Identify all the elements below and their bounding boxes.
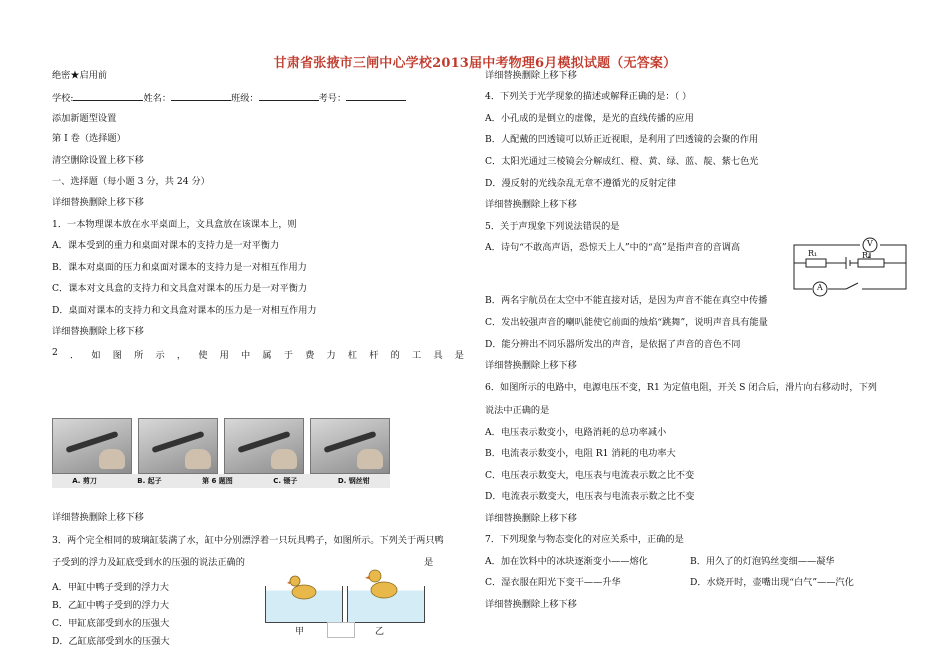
q3-option-b: B．乙缸中鸭子受到的浮力大 [52,600,170,611]
q7-option-b: B．用久了的灯泡钨丝变细——凝华 [690,556,835,567]
q4-option-c: C．太阳光通过三棱镜会分解成红、橙、黄、绿、蓝、靛、紫七色光 [485,156,759,167]
q6-option-b: B．电流表示数变小，电阻 R1 消耗的电功率大 [485,448,676,459]
part-one-heading: 第 I 卷（选择题） [52,133,126,144]
q2-stem-char: 具 [433,350,443,361]
q6-option-a: A．电压表示数变小，电路消耗的总功率减小 [485,427,667,438]
voltmeter-label: V [867,239,873,248]
q7-option-a: A．加在饮料中的冰块逐渐变小——熔化 [485,556,648,567]
q3-stem-end: 是 [424,557,434,568]
q6-option-d: D．电流表示数变大，电压表与电流表示数之比不变 [485,491,695,502]
exam-no-label: 考号： [318,93,347,104]
school-field[interactable] [73,91,143,101]
q2-stem-char: 如 [91,350,101,361]
q4-option-d: D．漫反射的光线杂乱无章不遵循光的反射定律 [485,178,677,189]
caption-tweezers: C. 镊子 [273,477,298,485]
q2-stem-char: 杠 [347,350,358,361]
r1-resistor [806,259,826,267]
tank-a-label: 甲 [295,627,305,637]
q3-option-a: A．甲缸中鸭子受到的浮力大 [52,582,169,593]
q6-option-c: C．电压表示数变大，电压表与电流表示数之比不变 [485,470,695,481]
r2-label: R₂ [862,251,872,260]
q2-stem-char: 所 [134,350,144,361]
q2-stem-char: 费 [305,350,315,361]
tank-divider-box [327,622,355,638]
detail-controls[interactable]: 详细替换删除上移下移 [52,512,144,523]
q7-option-c: C．湿衣服在阳光下变干——升华 [485,577,621,588]
caption-scissors: A. 剪刀 [72,477,97,485]
q2-stem-char: 图 [112,350,122,361]
name-field[interactable] [171,91,231,101]
q3-stem-line2: 子受到的浮力及缸底受到水的压强的说法正确的 [52,557,245,568]
tank-b-label: 乙 [375,627,385,637]
q2-stem [52,347,464,361]
q2-stem-char: 使 [198,350,208,361]
q2-stem-char: 力 [326,350,336,361]
detail-controls[interactable]: 详细替换删除上移下移 [485,199,577,210]
add-question-type[interactable]: 添加新题型设置 [52,113,117,124]
name-label: 姓名： [143,93,172,104]
hand-icon [357,449,383,469]
hand-icon [99,449,125,469]
caption-opener: B. 起子 [137,477,162,485]
q2-stem-char: 属 [262,350,272,361]
q2-stem-char: 中 [241,350,251,361]
q3-option-c: C．甲缸底部受到水的压强大 [52,618,170,629]
detail-controls[interactable]: 详细替换删除上移下移 [485,599,577,610]
detail-controls[interactable]: 详细替换删除上移下移 [52,197,144,208]
q1-option-a: A．课本受到的重力和桌面对课本的支持力是一对平衡力 [52,240,280,251]
detail-controls[interactable]: 详细替换删除上移下移 [485,70,577,81]
q2-stem-char: 2 [52,347,58,358]
q4-option-a: A．小孔成的是倒立的虚像，是光的直线传播的应用 [485,113,694,124]
q7-option-d: D．水烧开时，壶嘴出现“白气”——汽化 [690,577,854,588]
q6-stem-line1: 6．如图所示的电路中，电源电压不变，R1 为定值电阻，开关 S 闭合后，滑片向右移动时，下列 [485,382,877,393]
q2-stem-char: 示 [155,350,165,361]
scissors-photo [52,418,132,474]
class-label: 班级： [231,93,259,104]
r1-label: R₁ [808,249,818,258]
q1-stem: 1．一本物理课本放在水平桌面上，文具盒放在该课本上，则 [52,219,297,230]
ammeter-label: A [817,283,823,292]
student-info-line [52,91,406,105]
r2-rheostat [858,259,884,267]
q2-stem-char: 杆 [369,350,379,361]
switch [846,283,858,289]
detail-controls[interactable]: 详细替换删除上移下移 [485,513,577,524]
q2-stem-char: 于 [283,350,293,361]
clear-delete-controls[interactable]: 清空删除设置上移下移 [52,155,144,166]
q6-circuit-diagram [790,233,908,295]
q4-stem: 4．下列关于光学现象的描述或解释正确的是：（ ） [485,91,692,102]
q2-stem-char: ． [70,350,80,361]
page-title: 甘肃省张掖市三闸中心学校2013届中考物理6月模拟试题（无答案） [273,56,677,71]
q3-option-d: D．乙缸底部受到水的压强大 [52,636,170,647]
q2-stem-char: ， [176,350,187,361]
circuit-wires [790,233,908,295]
q2-stem-char: 工 [412,350,422,361]
q1-option-b: B．课本对桌面的压力和桌面对课本的支持力是一对相互作用力 [52,262,307,273]
q7-stem: 7．下列现象与物态变化的对应关系中，正确的是 [485,534,684,545]
q3-stem-line1: 3．两个完全相同的玻璃缸装满了水，缸中分别漂浮着一只玩具鸭子，如图所示。下列关于两只鸭 [52,535,444,546]
duck-icon [287,572,317,600]
detail-controls[interactable]: 详细替换删除上移下移 [52,326,144,337]
tweezers-photo [224,418,304,474]
q5-option-a: A．诗句“不敢高声语，恐惊天上人”中的“高”是指声音的音调高 [485,242,741,253]
q4-option-b: B．人配戴的凹透镜可以矫正近视眼，是利用了凹透镜的会聚的作用 [485,134,759,145]
exam-no-field[interactable] [346,91,406,101]
class-field[interactable] [259,91,319,101]
q2-stem-char: 的 [390,350,400,361]
pliers-photo [310,418,390,474]
secret-label: 绝密★启用前 [52,70,108,81]
hand-icon [271,449,297,469]
q2-stem-char: 是 [454,350,464,361]
q6-stem-line2: 说法中正确的是 [485,405,550,416]
q2-stem-char: 用 [219,350,229,361]
detail-controls[interactable]: 详细替换删除上移下移 [485,360,577,371]
q2-tool-figure [52,418,390,474]
q1-option-c: C．课本对文具盒的支持力和文具盒对课本的压力是一对平衡力 [52,283,308,294]
q5-option-b: B．两名宇航员在太空中不能直接对话，是因为声音不能在真空中传播 [485,295,768,306]
duck-icon [365,564,399,600]
q5-option-c: C．发出较强声音的喇叭能使它前面的烛焰“跳舞”，说明声音具有能量 [485,317,768,328]
q5-option-d: D．能分辨出不同乐器所发出的声音，是依据了声音的音色不同 [485,339,741,350]
q1-option-d: D．桌面对课本的支持力和文具盒对课本的压力是一对相互作用力 [52,305,317,316]
q5-stem: 5．关于声现象下列说法错误的是 [485,221,620,232]
caption-figure-number: 第 6 题图 [202,477,233,485]
hand-icon [185,449,211,469]
section-heading: 一、选择题（每小题 3 分，共 24 分） [52,176,210,187]
school-label: 学校: [52,93,74,104]
q2-caption-bar [52,474,390,488]
bottle-opener-photo [138,418,218,474]
caption-pliers: D. 钢丝钳 [337,477,370,485]
